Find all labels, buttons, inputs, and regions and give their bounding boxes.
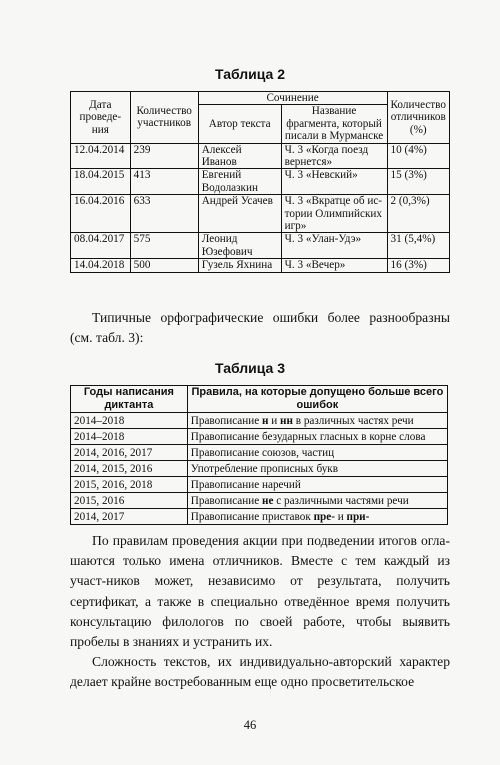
cell-years: 2014–2018 [71,429,188,445]
cell-years: 2014, 2017 [71,509,188,525]
cell-date: 14.04.2018 [71,259,131,272]
cell-excellent: 16 (3%) [387,259,449,272]
cell-excellent: 31 (5,4%) [387,233,449,259]
table3 [70,385,448,525]
table-row [71,477,448,493]
header-excellent: Количество отличников (%) [387,92,449,144]
cell-fragment: Ч. 3 «Вкратце об ис-тории Олимпийских игр» [281,195,387,233]
cell-count: 500 [130,259,198,272]
table-row [71,169,450,195]
cell-years: 2015, 2016, 2018 [71,477,188,493]
table2-caption: Таблица 2 [214,66,286,82]
table-row [71,233,450,259]
cell-years: 2014, 2016, 2017 [71,445,188,461]
header-participants: Количество участников [130,92,198,144]
cell-fragment: Ч. 3 «Когда поезд вернется» [281,143,387,169]
header-date: Дата проведе-ния [71,92,131,144]
cell-fragment: Ч. 3 «Вечер» [281,259,387,272]
cell-fragment: Ч. 3 «Улан-Удэ» [281,233,387,259]
cell-author: Леонид Юзефович [198,233,281,259]
cell-rule: Употребление прописных букв [187,461,447,477]
cell-excellent: 10 (4%) [387,143,449,169]
cell-date: 16.04.2016 [71,195,131,233]
cell-count: 413 [130,169,198,195]
cell-excellent: 2 (0,3%) [387,195,449,233]
page-number: 46 [243,718,257,732]
cell-count: 633 [130,195,198,233]
cell-date: 08.04.2017 [71,233,131,259]
cell-rule: Правописание н и нн в различных частях речи [187,413,447,429]
table-row [71,143,450,169]
table3-caption: Таблица 3 [214,360,286,376]
table-row [71,429,448,445]
paragraph-rules: По правилам проведения акции при подведении итогов огла-шаются только имена отличников. Вместе с тем каждый из участ-ников может, независимо от результата, получить сертификат, а также в специально отведённое время получить консультацию филологов по своей работе, чтобы выявить пробелы в знаниях и устранить их. [70,533,450,650]
cell-rule: Правописание наречий [187,477,447,493]
cell-rule: Правописание союзов, частиц [187,445,447,461]
table2 [70,91,450,273]
table-row [71,493,448,509]
table-row [71,461,448,477]
paragraph-continuation: Сложность текстов, их индивидуально-авторский характер делает крайне востребованным еще одно просветительское [70,654,450,690]
table-row [71,195,450,233]
header-fragment: Название фрагмента, который писали в Мурманске [281,105,387,143]
cell-author: Алексей Иванов [198,143,281,169]
cell-date: 18.04.2015 [71,169,131,195]
header-years: Годы написания диктанта [71,386,188,413]
header-rules: Правила, на которые допущено больше всего ошибок [187,386,447,413]
cell-excellent: 15 (3%) [387,169,449,195]
cell-years: 2014, 2015, 2016 [71,461,188,477]
cell-date: 12.04.2014 [71,143,131,169]
cell-years: 2014–2018 [71,413,188,429]
table-row [71,509,448,525]
table-row [71,259,450,272]
cell-count: 575 [130,233,198,259]
cell-count: 239 [130,143,198,169]
paragraph-intro: Типичные орфографические ошибки более разнообразны (см. табл. 3): [70,310,450,346]
cell-author: Гузель Яхнина [198,259,281,272]
cell-fragment: Ч. 3 «Невский» [281,169,387,195]
cell-years: 2015, 2016 [71,493,188,509]
cell-author: Андрей Усачев [198,195,281,233]
cell-rule: Правописание безударных гласных в корне слова [187,429,447,445]
header-author: Автор текста [198,105,281,143]
table-row [71,445,448,461]
cell-rule: Правописание приставок пре- и при- [187,509,447,525]
header-essay: Сочинение [198,92,387,105]
table-row [71,413,448,429]
cell-rule: Правописание не с различными частями речи [187,493,447,509]
cell-author: Евгений Водолазкин [198,169,281,195]
